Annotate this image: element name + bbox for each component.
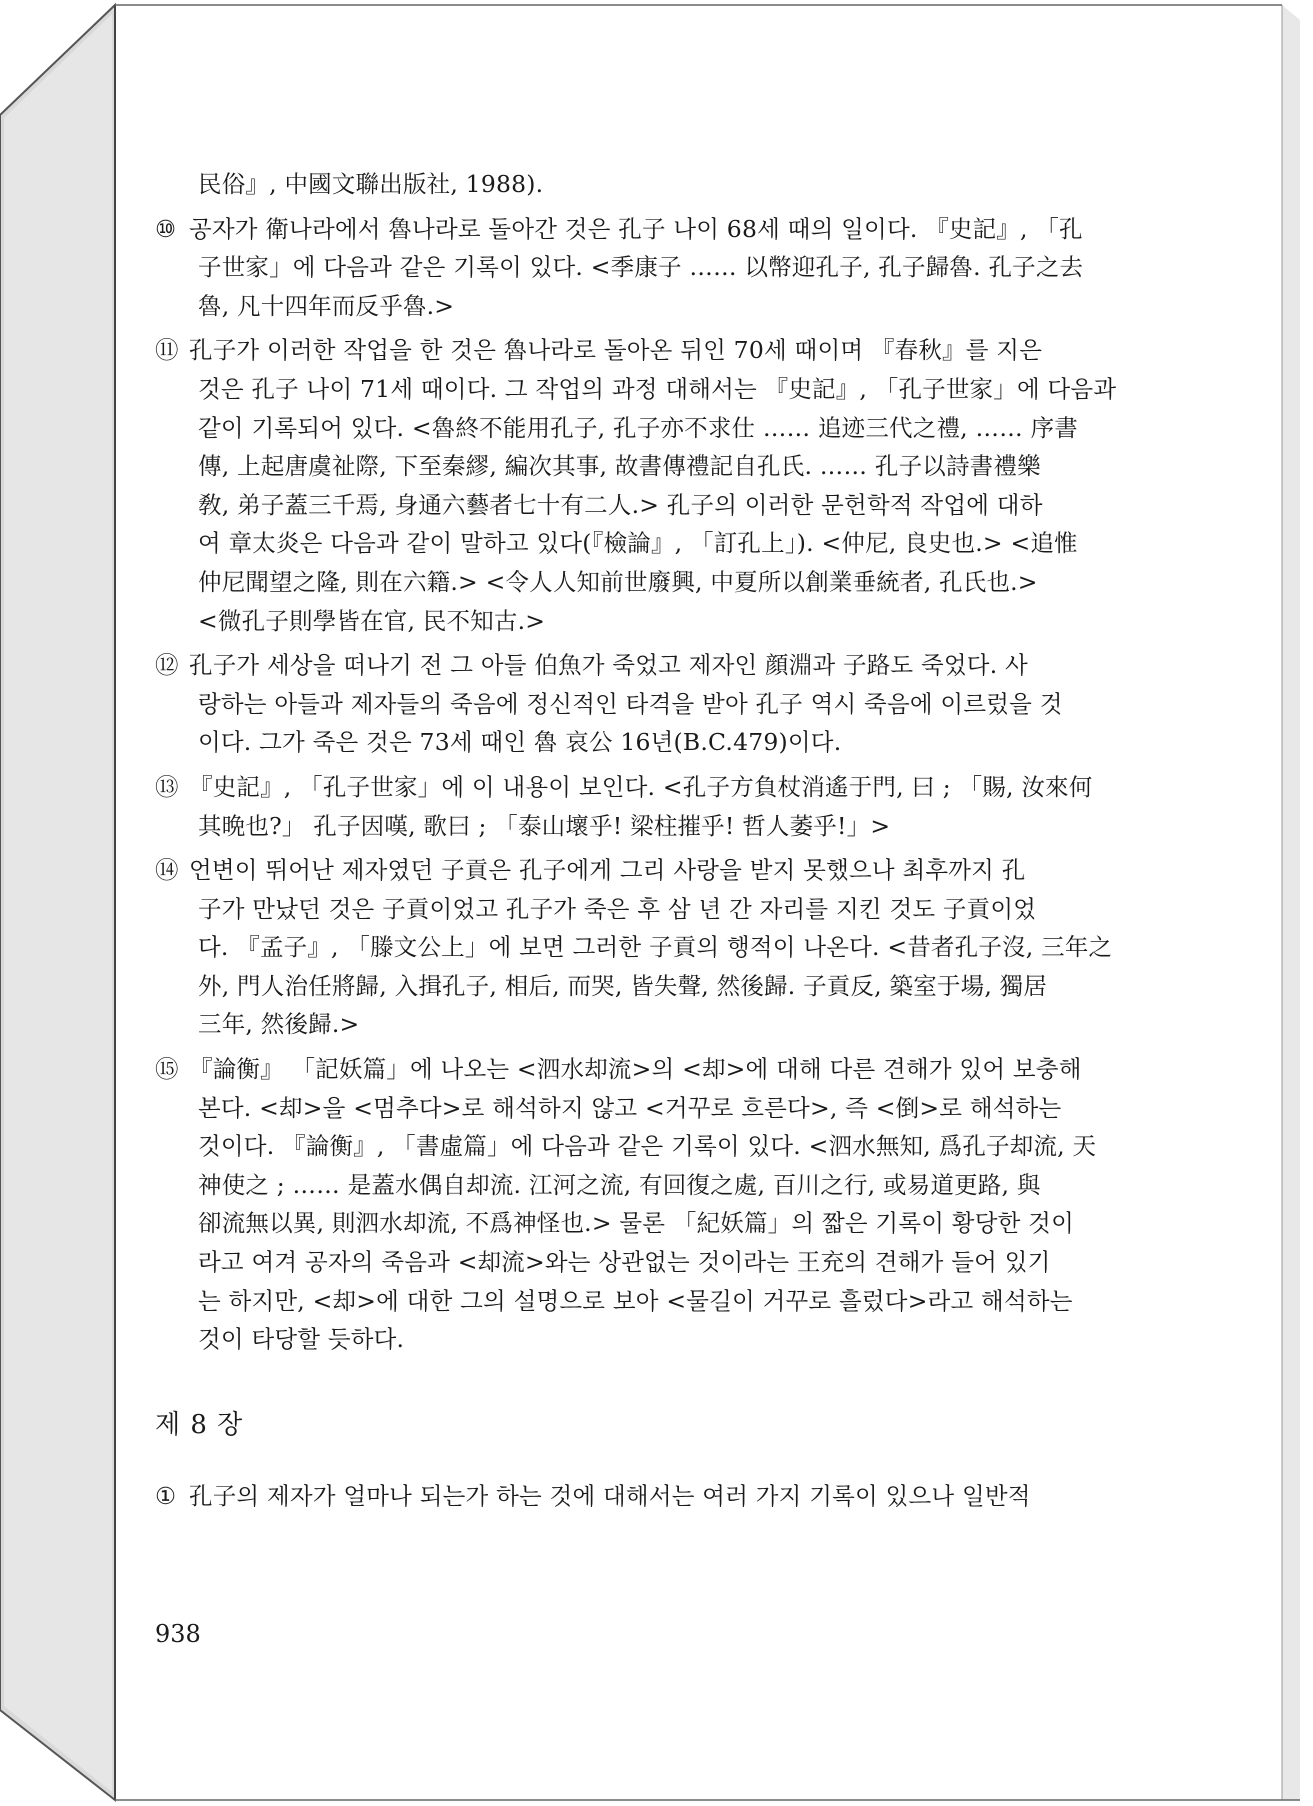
note-text: 같이 기록되어 있다. <魯終不能用孔子, 孔子亦不求仕 …… 追迹三代之禮, …… 序書 — [198, 413, 1078, 442]
note-line — [155, 1005, 1155, 1044]
note-text: 孔子가 세상을 떠나기 전 그 아들 伯魚가 죽었고 제자인 顔淵과 子路도 죽었다. 사 — [189, 651, 1028, 680]
note-line — [155, 248, 1155, 287]
note-item — [155, 210, 1155, 326]
note-line — [155, 1166, 1155, 1205]
note-text: 본다. <却>을 <멈추다>로 해석하지 않고 <거꾸로 흐른다>, 즉 <倒>로 해석하는 — [198, 1093, 1062, 1122]
note-text: 는 하지만, <却>에 대한 그의 설명으로 보아 <물길이 거꾸로 흘렀다>라고 해석하는 — [198, 1286, 1073, 1315]
note-line — [155, 768, 1155, 807]
note-line — [155, 967, 1155, 1006]
note-line — [155, 447, 1155, 486]
note-line — [155, 646, 1155, 685]
note-text: 孔子의 제자가 얼마나 되는가 하는 것에 대해서는 여러 가지 기록이 있으나 일반적 — [189, 1481, 1031, 1510]
chapter-notes-list — [155, 1477, 1155, 1516]
note-text: 神使之 ; …… 是蓋水偶自却流. 江河之流, 有回復之處, 百川之行, 或易道更路, 與 — [198, 1170, 1041, 1199]
note-text: 것은 孔子 나이 71세 때이다. 그 작업의 과정 대해서는 『史記』, 「孔子世家」에 다음과 — [198, 374, 1117, 403]
note-text: 外, 門人治任將歸, 入揖孔子, 相后, 而哭, 皆失聲, 然後歸. 子貢反, 築室于場, 獨居 — [198, 971, 1048, 1000]
note-text: 仲尼聞望之隆, 則在六籍.> <令人人知前世廢興, 中夏所以創業垂統者, 孔氏也.> — [198, 567, 1038, 596]
note-line — [155, 287, 1155, 326]
note-marker: ⑭ — [155, 856, 179, 885]
note-item — [155, 331, 1155, 640]
note-line — [155, 210, 1155, 249]
page-body — [155, 165, 1155, 1515]
note-line — [155, 370, 1155, 409]
note-line — [155, 685, 1155, 724]
note-item — [155, 646, 1155, 762]
note-text: 孔子가 이러한 작업을 한 것은 魯나라로 돌아온 뒤인 70세 때이며 『春秋』를 지은 — [189, 336, 1043, 365]
note-text: 다. 『孟子』, 「滕文公上」에 보면 그러한 子貢의 행적이 나온다. <昔者孔子沒, 三年之 — [198, 933, 1113, 962]
note-line — [155, 1477, 1155, 1516]
note-text: 이다. 그가 죽은 것은 73세 때인 魯 哀公 16년(B.C.479)이다. — [198, 728, 842, 757]
note-text: 魯, 凡十四年而反乎魯.> — [198, 291, 455, 320]
note-item — [155, 1050, 1155, 1359]
note-line — [155, 1127, 1155, 1166]
note-line — [155, 1050, 1155, 1089]
note-text: 『論衡』 「記妖篇」에 나오는 <泗水却流>의 <却>에 대해 다른 견해가 있어 보충해 — [189, 1055, 1082, 1084]
note-text: 것이 타당할 듯하다. — [198, 1325, 405, 1354]
note-line — [155, 563, 1155, 602]
note-marker: ① — [155, 1481, 177, 1510]
note-line — [155, 723, 1155, 762]
note-text: 『史記』, 「孔子世家」에 이 내용이 보인다. <孔子方負杖消遙于門, 曰 ; 「賜, 汝來何 — [189, 772, 1093, 801]
note-marker: ⑫ — [155, 651, 179, 680]
notes-list — [155, 210, 1155, 1359]
note-line — [155, 486, 1155, 525]
note-text: 라고 여겨 공자의 죽음과 <却流>와는 상관없는 것이라는 王充의 견해가 들어 있기 — [198, 1248, 1051, 1277]
note-line — [155, 1204, 1155, 1243]
note-text: 여 章太炎은 다음과 같이 말하고 있다(『檢論』, 「訂孔上」). <仲尼, 良史也.> <追惟 — [198, 529, 1078, 558]
note-text: 傳, 上起唐虞祉際, 下至秦繆, 編次其事, 故書傳禮記自孔氏. …… 孔子以詩書禮樂 — [198, 452, 1041, 481]
chapter-heading: 제 8 장 — [155, 1409, 244, 1440]
note-line — [155, 851, 1155, 890]
page-number: 938 — [155, 1620, 201, 1648]
note-line — [155, 602, 1155, 641]
note-line — [155, 928, 1155, 967]
note-item — [155, 1477, 1155, 1516]
note-item — [155, 768, 1155, 845]
note-marker: ⑮ — [155, 1055, 179, 1084]
note-text: 子가 만났던 것은 子貢이었고 孔子가 죽은 후 삼 년 간 자리를 지킨 것도 子貢이었 — [198, 894, 1037, 923]
note-text: 敎, 弟子蓋三千焉, 身通六藝者七十有二人.> 孔子의 이러한 문헌학적 작업에 대하 — [198, 490, 1043, 519]
note-line — [155, 1089, 1155, 1128]
note-text: 것이다. 『論衡』, 「書虛篇」에 다음과 같은 기록이 있다. <泗水無知, 爲孔子却流, 天 — [198, 1132, 1097, 1161]
note-line — [155, 524, 1155, 563]
note-line — [155, 890, 1155, 929]
note-text: 其晩也?」 孔子因嘆, 歌曰 ; 「泰山壞乎! 梁柱摧乎! 哲人萎乎!」> — [198, 811, 891, 840]
note-marker: ⑩ — [155, 214, 177, 243]
note-line — [155, 409, 1155, 448]
note-text: 공자가 衛나라에서 魯나라로 돌아간 것은 孔子 나이 68세 때의 일이다. 『史記』, 「孔 — [189, 214, 1083, 243]
note-text: 子世家」에 다음과 같은 기록이 있다. <季康子 …… 以幣迎孔子, 孔子歸魯. 孔子之去 — [198, 253, 1084, 282]
note-line — [155, 807, 1155, 846]
note-text: <微孔子則學皆在官, 民不知古.> — [198, 606, 546, 635]
note-line — [155, 1282, 1155, 1321]
note-text: 언변이 뛰어난 제자였던 子貢은 孔子에게 그리 사랑을 받지 못했으나 최후까지 孔 — [189, 856, 1026, 885]
note-marker: ⑪ — [155, 336, 179, 365]
note-text: 랑하는 아들과 제자들의 죽음에 정신적인 타격을 받아 孔子 역시 죽음에 이르렀을 것 — [198, 689, 1063, 718]
top-fragment: 民俗』, 中國文聯出版社, 1988). — [198, 170, 544, 198]
note-line — [155, 1243, 1155, 1282]
note-line — [155, 1320, 1155, 1359]
note-item — [155, 851, 1155, 1044]
note-marker: ⑬ — [155, 772, 179, 801]
note-line — [155, 331, 1155, 370]
note-text: 三年, 然後歸.> — [198, 1010, 360, 1039]
note-text: 卻流無以異, 則泗水却流, 不爲神怪也.> 물론 「紀妖篇」의 짧은 기록이 황당한 것이 — [198, 1209, 1074, 1238]
